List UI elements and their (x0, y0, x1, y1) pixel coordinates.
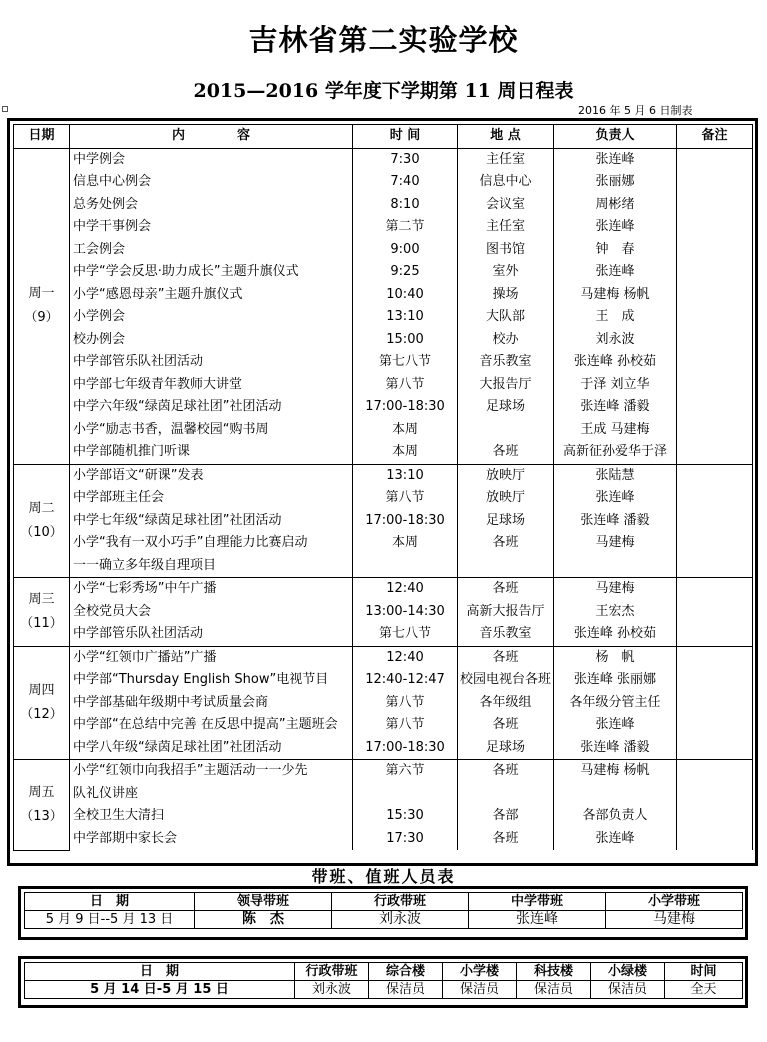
row-place: 主任室 (458, 148, 554, 171)
row-time: 17:00-18:30 (353, 510, 458, 533)
weekend-date: 5 月 14 日-5 月 15 日 (25, 981, 295, 999)
duty-admin: 刘永波 (332, 911, 469, 929)
row-content: 全校卫生大清扫 (70, 805, 353, 828)
row-place: 图书馆 (458, 239, 554, 262)
schedule-row (14, 646, 753, 669)
schedule-row (14, 351, 753, 374)
row-place: 音乐教室 (458, 623, 554, 646)
row-content: 小学“我有一双小巧手”自理能力比赛启动 (70, 532, 353, 555)
row-content: 小学“红领巾向我招手”主题活动一一少先 (70, 760, 353, 783)
schedule-table (13, 124, 753, 851)
row-place: 各班 (458, 646, 554, 669)
row-time: 本周 (353, 419, 458, 442)
row-place: 各部 (458, 805, 554, 828)
row-content: 中学部随机推门听课 (70, 441, 353, 464)
schedule-row (14, 194, 753, 217)
row-content: 小学“感恩母亲”主题升旗仪式 (70, 284, 353, 307)
row-owner: 张连峰 (554, 216, 677, 239)
schedule-row (14, 623, 753, 646)
col-header-remark: 备注 (677, 125, 753, 149)
row-content: 队礼仪讲座 (70, 783, 353, 806)
row-time: 本周 (353, 441, 458, 464)
day-number: （11） (20, 615, 63, 631)
weekend-table (24, 962, 743, 999)
row-remark (677, 261, 753, 284)
row-remark (677, 737, 753, 760)
duty-header-leader: 领导带班 (195, 893, 332, 911)
anchor-mark (2, 106, 8, 112)
row-owner: 钟 春 (554, 239, 677, 262)
schedule-row (14, 329, 753, 352)
weekend-header-complex: 综合楼 (369, 963, 443, 981)
row-remark (677, 828, 753, 851)
row-content: 小学“红领巾广播站”广播 (70, 646, 353, 669)
duty-header-middle: 中学带班 (469, 893, 606, 911)
weekend-row (25, 981, 743, 999)
row-time: 第八节 (353, 374, 458, 397)
row-remark (677, 284, 753, 307)
row-content: 中学部管乐队社团活动 (70, 351, 353, 374)
schedule-row (14, 148, 753, 171)
weekend-header-admin: 行政带班 (295, 963, 369, 981)
row-time: 12:40-12:47 (353, 669, 458, 692)
row-content: 全校党员大会 (70, 601, 353, 624)
row-owner: 张连峰 潘毅 (554, 737, 677, 760)
row-time: 13:10 (353, 306, 458, 329)
row-owner (554, 783, 677, 806)
duty-primary: 马建梅 (606, 911, 743, 929)
row-owner: 各部负责人 (554, 805, 677, 828)
row-remark (677, 351, 753, 374)
col-header-content: 内 容 (70, 125, 353, 149)
row-remark (677, 441, 753, 464)
row-content: 中学部班主任会 (70, 487, 353, 510)
row-place: 室外 (458, 261, 554, 284)
row-time: 13:10 (353, 464, 458, 487)
schedule-row (14, 783, 753, 806)
made-date: 2016 年 5 月 6 日制表 (578, 104, 693, 117)
row-content: 中学七年级“绿茵足球社团”社团活动 (70, 510, 353, 533)
row-owner: 刘永波 (554, 329, 677, 352)
row-owner: 张连峰 (554, 261, 677, 284)
row-owner: 马建梅 (554, 578, 677, 601)
row-time: 7:40 (353, 171, 458, 194)
schedule-row (14, 805, 753, 828)
weekend-header-time: 时间 (665, 963, 743, 981)
row-time: 17:00-18:30 (353, 396, 458, 419)
schedule-row (14, 441, 753, 464)
row-owner: 张连峰 (554, 487, 677, 510)
row-remark (677, 171, 753, 194)
row-content: 小学“七彩秀场”中午广播 (70, 578, 353, 601)
row-content: 总务处例会 (70, 194, 353, 217)
col-header-owner: 负责人 (554, 125, 677, 149)
row-place: 各班 (458, 532, 554, 555)
weekend-frame (18, 956, 748, 1008)
row-owner: 马建梅 (554, 532, 677, 555)
row-owner: 马建梅 杨帆 (554, 760, 677, 783)
row-remark (677, 601, 753, 624)
duty-middle: 张连峰 (469, 911, 606, 929)
col-header-time: 时 间 (353, 125, 458, 149)
schedule-row (14, 216, 753, 239)
row-owner: 马建梅 杨帆 (554, 284, 677, 307)
schedule-row (14, 737, 753, 760)
row-owner: 张连峰 潘毅 (554, 510, 677, 533)
row-owner (554, 555, 677, 578)
row-time: 13:00-14:30 (353, 601, 458, 624)
row-remark (677, 216, 753, 239)
row-place: 各班 (458, 714, 554, 737)
row-place: 各班 (458, 760, 554, 783)
row-content: 小学例会 (70, 306, 353, 329)
weekend-header-primary: 小学楼 (443, 963, 517, 981)
day-cell (14, 464, 70, 578)
duty-header-date: 日 期 (25, 893, 195, 911)
schedule-row (14, 532, 753, 555)
row-time: 9:00 (353, 239, 458, 262)
row-owner: 张连峰 (554, 148, 677, 171)
day-number: （12） (20, 706, 63, 722)
row-remark (677, 396, 753, 419)
row-remark (677, 646, 753, 669)
row-time (353, 555, 458, 578)
day-name: 周四 (28, 682, 55, 698)
row-place: 主任室 (458, 216, 554, 239)
duty-leader: 陈 杰 (195, 911, 332, 929)
weekend-primary: 保洁员 (443, 981, 517, 999)
row-time: 9:25 (353, 261, 458, 284)
row-time: 8:10 (353, 194, 458, 217)
weekend-header-green: 小绿楼 (591, 963, 665, 981)
row-place: 操场 (458, 284, 554, 307)
school-title: 吉林省第二实验学校 (248, 23, 519, 57)
row-place: 足球场 (458, 737, 554, 760)
row-time: 第八节 (353, 714, 458, 737)
row-owner: 高新征孙爱华于泽 (554, 441, 677, 464)
row-content: 中学八年级“绿茵足球社团”社团活动 (70, 737, 353, 760)
row-owner: 张连峰 孙校茹 (554, 623, 677, 646)
row-remark (677, 532, 753, 555)
weekend-green: 保洁员 (591, 981, 665, 999)
row-time: 第八节 (353, 692, 458, 715)
row-place: 放映厅 (458, 487, 554, 510)
row-place (458, 783, 554, 806)
row-place: 大报告厅 (458, 374, 554, 397)
row-remark (677, 510, 753, 533)
row-place: 放映厅 (458, 464, 554, 487)
day-cell (14, 148, 70, 464)
row-content: 小学“励志书香，温馨校园“购书周 (70, 419, 353, 442)
row-time: 15:30 (353, 805, 458, 828)
weekend-admin: 刘永波 (295, 981, 369, 999)
row-content: 中学部期中家长会 (70, 828, 353, 851)
row-content: 中学部基础年级期中考试质量会商 (70, 692, 353, 715)
schedule-row (14, 714, 753, 737)
row-content: 中学“学会反思·助力成长”主题升旗仪式 (70, 261, 353, 284)
weekend-complex: 保洁员 (369, 981, 443, 999)
schedule-row (14, 828, 753, 851)
duty-header-admin: 行政带班 (332, 893, 469, 911)
schedule-row (14, 374, 753, 397)
row-content: 小学部语文“研课”发表 (70, 464, 353, 487)
schedule-row (14, 464, 753, 487)
row-content: 中学部管乐队社团活动 (70, 623, 353, 646)
row-content: 中学部“Thursday English Show”电视节目 (70, 669, 353, 692)
row-place: 校园电视台各班 (458, 669, 554, 692)
row-remark (677, 805, 753, 828)
row-place: 信息中心 (458, 171, 554, 194)
row-remark (677, 714, 753, 737)
day-cell (14, 760, 70, 851)
col-header-date: 日期 (14, 125, 70, 149)
row-remark (677, 623, 753, 646)
row-place: 高新大报告厅 (458, 601, 554, 624)
schedule-row (14, 692, 753, 715)
day-cell (14, 578, 70, 647)
row-owner: 张连峰 (554, 714, 677, 737)
day-name: 周一 (28, 286, 55, 301)
row-place: 会议室 (458, 194, 554, 217)
row-time: 15:00 (353, 329, 458, 352)
row-remark (677, 464, 753, 487)
duty-header-primary: 小学带班 (606, 893, 743, 911)
row-content: 中学部“在总结中完善 在反思中提高”主题班会 (70, 714, 353, 737)
row-remark (677, 692, 753, 715)
row-owner: 王 成 (554, 306, 677, 329)
row-place: 大队部 (458, 306, 554, 329)
schedule-row (14, 760, 753, 783)
row-place: 足球场 (458, 396, 554, 419)
row-time: 10:40 (353, 284, 458, 307)
row-remark (677, 669, 753, 692)
day-number: （13） (20, 808, 63, 824)
row-owner: 张陆慧 (554, 464, 677, 487)
day-cell (14, 646, 70, 760)
schedule-row (14, 487, 753, 510)
row-owner: 张连峰 (554, 828, 677, 851)
row-time: 第七八节 (353, 623, 458, 646)
row-owner: 张连峰 孙校茹 (554, 351, 677, 374)
row-time: 第六节 (353, 760, 458, 783)
day-name: 周三 (28, 591, 55, 607)
row-time: 12:40 (353, 646, 458, 669)
schedule-row (14, 396, 753, 419)
row-place: 各班 (458, 828, 554, 851)
schedule-header-row (14, 125, 753, 149)
weekend-header-row (25, 963, 743, 981)
duty-header-row (25, 893, 743, 911)
row-time: 第八节 (353, 487, 458, 510)
row-remark (677, 419, 753, 442)
row-owner: 杨 帆 (554, 646, 677, 669)
row-owner: 于泽 刘立华 (554, 374, 677, 397)
row-owner: 张连峰 张丽娜 (554, 669, 677, 692)
duty-table (24, 892, 743, 929)
row-content: 校办例会 (70, 329, 353, 352)
row-content: 中学六年级“绿茵足球社团”社团活动 (70, 396, 353, 419)
row-remark (677, 555, 753, 578)
row-remark (677, 239, 753, 262)
row-time: 本周 (353, 532, 458, 555)
row-owner: 王成 马建梅 (554, 419, 677, 442)
schedule-row (14, 555, 753, 578)
row-remark (677, 578, 753, 601)
duty-row (25, 911, 743, 929)
row-remark (677, 487, 753, 510)
row-owner: 张连峰 潘毅 (554, 396, 677, 419)
schedule-frame (7, 118, 758, 866)
row-owner: 王宏杰 (554, 601, 677, 624)
schedule-row (14, 578, 753, 601)
schedule-row (14, 239, 753, 262)
row-time: 17:00-18:30 (353, 737, 458, 760)
schedule-row (14, 419, 753, 442)
schedule-row (14, 601, 753, 624)
duty-title: 带班、值班人员表 (311, 867, 456, 886)
row-content: 一一确立多年级自理项目 (70, 555, 353, 578)
row-owner: 张丽娜 (554, 171, 677, 194)
weekend-time: 全天 (665, 981, 743, 999)
duty-date: 5 月 9 日--5 月 13 日 (25, 911, 195, 929)
row-remark (677, 329, 753, 352)
row-place (458, 555, 554, 578)
row-owner: 各年级分管主任 (554, 692, 677, 715)
row-owner: 周彬绪 (554, 194, 677, 217)
row-time: 17:30 (353, 828, 458, 851)
day-number: （9） (24, 310, 59, 325)
row-remark (677, 194, 753, 217)
row-remark (677, 148, 753, 171)
duty-frame (18, 886, 748, 940)
weekend-header-date: 日 期 (25, 963, 295, 981)
row-content: 工会例会 (70, 239, 353, 262)
row-time: 7:30 (353, 148, 458, 171)
day-name: 周二 (28, 500, 55, 516)
row-place: 各班 (458, 578, 554, 601)
row-remark (677, 760, 753, 783)
row-content: 信息中心例会 (70, 171, 353, 194)
row-time: 第七八节 (353, 351, 458, 374)
row-content: 中学部七年级青年教师大讲堂 (70, 374, 353, 397)
schedule-row (14, 284, 753, 307)
schedule-row (14, 261, 753, 284)
row-remark (677, 306, 753, 329)
row-place: 足球场 (458, 510, 554, 533)
row-remark (677, 374, 753, 397)
schedule-row (14, 171, 753, 194)
col-header-place: 地 点 (458, 125, 554, 149)
row-time: 第二节 (353, 216, 458, 239)
row-place: 各班 (458, 441, 554, 464)
row-place (458, 419, 554, 442)
row-time: 12:40 (353, 578, 458, 601)
schedule-row (14, 669, 753, 692)
day-name: 周五 (28, 784, 55, 800)
row-time (353, 783, 458, 806)
row-content: 中学干事例会 (70, 216, 353, 239)
day-number: （10） (20, 524, 63, 540)
schedule-title: 2015—2016 学年度下学期第 11 周日程表 (193, 80, 574, 102)
weekend-header-tech: 科技楼 (517, 963, 591, 981)
weekend-tech: 保洁员 (517, 981, 591, 999)
row-place: 校办 (458, 329, 554, 352)
row-content: 中学例会 (70, 148, 353, 171)
row-remark (677, 783, 753, 806)
row-place: 音乐教室 (458, 351, 554, 374)
schedule-row (14, 510, 753, 533)
row-place: 各年级组 (458, 692, 554, 715)
schedule-row (14, 306, 753, 329)
